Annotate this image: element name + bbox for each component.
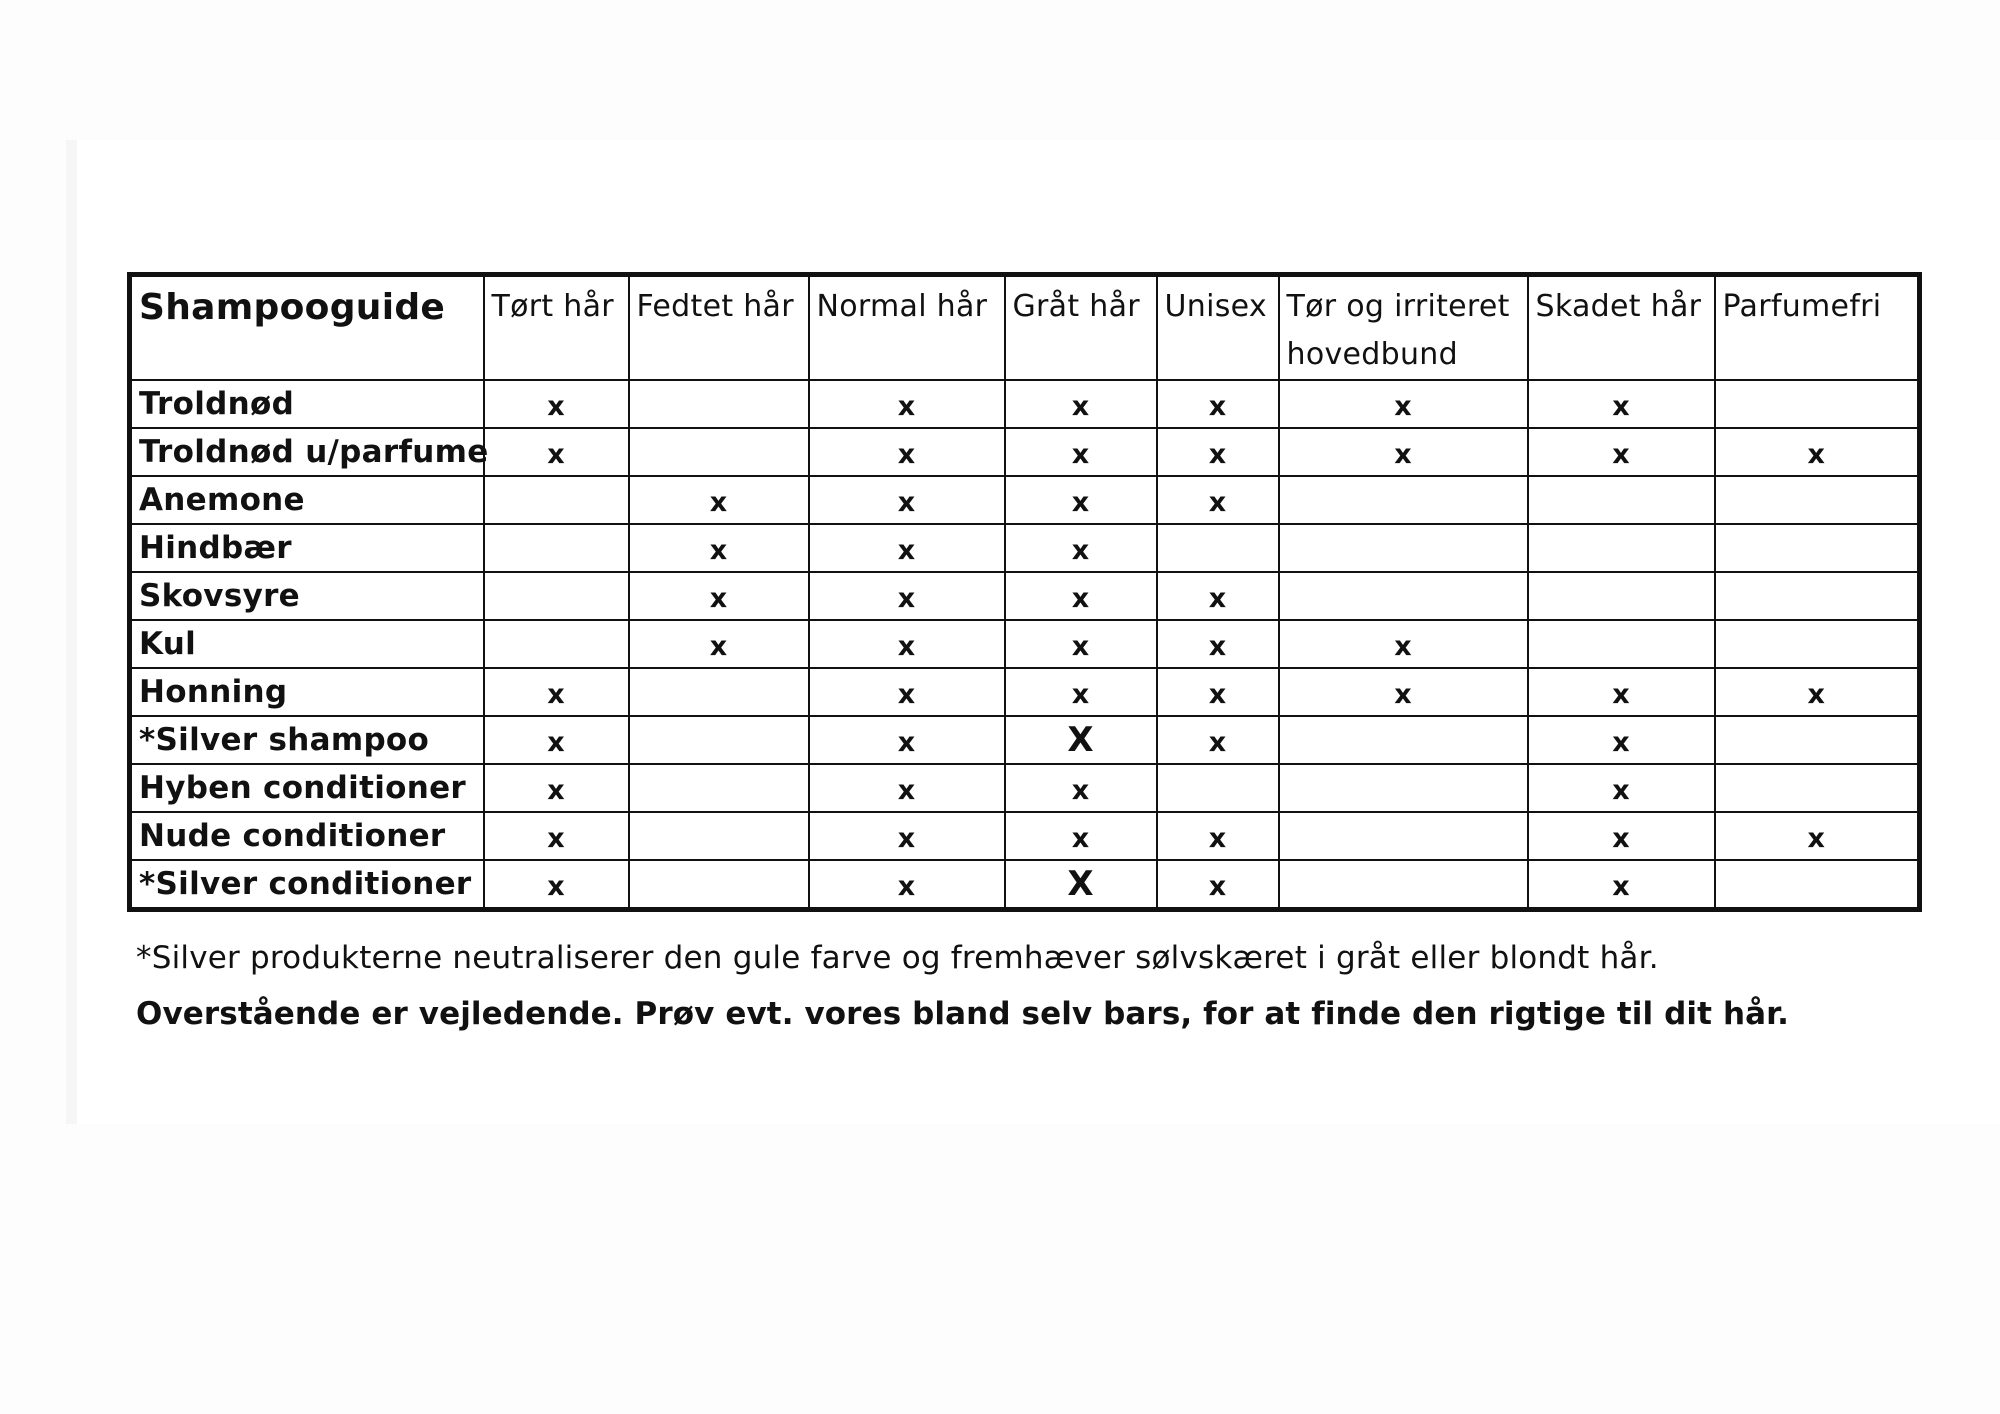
suitability-mark xyxy=(1528,620,1715,668)
suitability-mark: x xyxy=(1157,572,1279,620)
column-header: Unisex xyxy=(1157,275,1279,381)
table-row xyxy=(130,620,1920,668)
suitability-mark xyxy=(1715,572,1920,620)
silver-footnote: *Silver produkterne neutraliserer den gule farve og fremhæver sølvskæret i gråt eller blondt hår. xyxy=(136,940,1659,976)
suitability-mark: x xyxy=(629,476,809,524)
suitability-mark: x xyxy=(484,812,629,860)
suitability-mark: x xyxy=(1157,812,1279,860)
suitability-mark: x xyxy=(629,524,809,572)
suitability-mark: x xyxy=(809,716,1005,764)
suitability-mark: x xyxy=(1005,428,1157,476)
suitability-mark: x xyxy=(484,380,629,428)
suitability-mark: x xyxy=(809,524,1005,572)
suitability-mark: x xyxy=(1528,380,1715,428)
column-header: Normal hår xyxy=(809,275,1005,381)
table-body xyxy=(130,380,1920,910)
suitability-mark xyxy=(484,572,629,620)
product-name: Troldnød u/parfume xyxy=(130,428,484,476)
suitability-mark: x xyxy=(1005,812,1157,860)
suitability-mark: x xyxy=(1528,716,1715,764)
suitability-mark xyxy=(1715,764,1920,812)
suitability-mark: x xyxy=(1279,380,1528,428)
suitability-mark: x xyxy=(809,812,1005,860)
suitability-mark: x xyxy=(484,764,629,812)
product-name: Troldnød xyxy=(130,380,484,428)
table-row xyxy=(130,476,1920,524)
suitability-mark: x xyxy=(1715,428,1920,476)
table-row xyxy=(130,572,1920,620)
suitability-mark: x xyxy=(809,620,1005,668)
suitability-mark: X xyxy=(1005,860,1157,910)
product-name: Honning xyxy=(130,668,484,716)
suitability-mark: x xyxy=(1279,620,1528,668)
suitability-mark xyxy=(1279,812,1528,860)
product-name: Kul xyxy=(130,620,484,668)
suitability-mark: x xyxy=(1157,860,1279,910)
suitability-mark xyxy=(629,764,809,812)
column-header: Parfumefri xyxy=(1715,275,1920,381)
suitability-mark: x xyxy=(809,572,1005,620)
suitability-mark: x xyxy=(1528,860,1715,910)
suitability-mark: x xyxy=(1528,428,1715,476)
suitability-mark: x xyxy=(1715,668,1920,716)
suitability-mark xyxy=(629,428,809,476)
suitability-mark xyxy=(629,812,809,860)
suitability-mark xyxy=(629,668,809,716)
suitability-mark xyxy=(1715,380,1920,428)
column-header: Fedtet hår xyxy=(629,275,809,381)
suitability-mark xyxy=(1279,860,1528,910)
header-row xyxy=(130,275,1920,381)
suitability-mark: x xyxy=(809,428,1005,476)
suitability-mark: x xyxy=(809,764,1005,812)
suitability-mark xyxy=(1715,476,1920,524)
suitability-mark: x xyxy=(484,860,629,910)
suitability-mark: x xyxy=(1005,380,1157,428)
product-name: Skovsyre xyxy=(130,572,484,620)
table-row xyxy=(130,524,1920,572)
suitability-mark: x xyxy=(809,668,1005,716)
advice-note: Overstående er vejledende. Prøv evt. vores bland selv bars, for at finde den rigtige til dit hår. xyxy=(136,996,1789,1032)
suitability-mark: x xyxy=(1157,476,1279,524)
table-row xyxy=(130,668,1920,716)
suitability-mark: x xyxy=(484,716,629,764)
suitability-mark xyxy=(629,380,809,428)
suitability-mark: X xyxy=(1005,716,1157,764)
suitability-mark: x xyxy=(1157,380,1279,428)
product-name: Anemone xyxy=(130,476,484,524)
table-row xyxy=(130,380,1920,428)
suitability-mark: x xyxy=(1157,620,1279,668)
suitability-mark: x xyxy=(1157,668,1279,716)
suitability-mark: x xyxy=(809,476,1005,524)
table-row xyxy=(130,428,1920,476)
suitability-mark xyxy=(629,716,809,764)
suitability-mark xyxy=(484,620,629,668)
table-row xyxy=(130,860,1920,910)
suitability-mark: x xyxy=(1005,572,1157,620)
suitability-mark: x xyxy=(1005,764,1157,812)
table-row xyxy=(130,764,1920,812)
suitability-mark: x xyxy=(629,572,809,620)
suitability-mark xyxy=(484,524,629,572)
suitability-mark: x xyxy=(809,380,1005,428)
suitability-mark: x xyxy=(1528,764,1715,812)
product-name: Nude conditioner xyxy=(130,812,484,860)
suitability-mark xyxy=(1279,476,1528,524)
suitability-mark xyxy=(1715,524,1920,572)
column-header: Tørt hår xyxy=(484,275,629,381)
suitability-mark xyxy=(1528,524,1715,572)
column-header: Gråt hår xyxy=(1005,275,1157,381)
table-row xyxy=(130,812,1920,860)
suitability-mark: x xyxy=(1157,716,1279,764)
suitability-mark: x xyxy=(1157,428,1279,476)
table-title: Shampooguide xyxy=(130,275,484,381)
suitability-mark: x xyxy=(484,428,629,476)
suitability-mark xyxy=(1279,716,1528,764)
product-name: *Silver shampoo xyxy=(130,716,484,764)
column-header: Skadet hår xyxy=(1528,275,1715,381)
shampoo-guide-table xyxy=(127,272,1922,912)
suitability-mark xyxy=(1279,764,1528,812)
suitability-mark: x xyxy=(629,620,809,668)
table-row xyxy=(130,716,1920,764)
suitability-mark xyxy=(1279,572,1528,620)
suitability-mark: x xyxy=(1279,428,1528,476)
suitability-mark: x xyxy=(484,668,629,716)
suitability-mark: x xyxy=(1715,812,1920,860)
suitability-mark xyxy=(1715,860,1920,910)
suitability-mark xyxy=(484,476,629,524)
column-header: Tør og irriteret hovedbund xyxy=(1279,275,1528,381)
suitability-mark: x xyxy=(1005,620,1157,668)
suitability-mark xyxy=(1279,524,1528,572)
suitability-mark xyxy=(1157,764,1279,812)
suitability-mark: x xyxy=(1005,668,1157,716)
product-name: Hindbær xyxy=(130,524,484,572)
suitability-mark: x xyxy=(1279,668,1528,716)
suitability-mark: x xyxy=(809,860,1005,910)
suitability-mark xyxy=(1157,524,1279,572)
suitability-mark xyxy=(1715,620,1920,668)
suitability-mark xyxy=(629,860,809,910)
suitability-mark: x xyxy=(1528,812,1715,860)
suitability-mark xyxy=(1528,572,1715,620)
suitability-mark xyxy=(1715,716,1920,764)
product-name: *Silver conditioner xyxy=(130,860,484,910)
suitability-mark xyxy=(1528,476,1715,524)
suitability-mark: x xyxy=(1005,476,1157,524)
product-name: Hyben conditioner xyxy=(130,764,484,812)
suitability-mark: x xyxy=(1528,668,1715,716)
page-edge-shadow xyxy=(66,140,77,1124)
suitability-mark: x xyxy=(1005,524,1157,572)
